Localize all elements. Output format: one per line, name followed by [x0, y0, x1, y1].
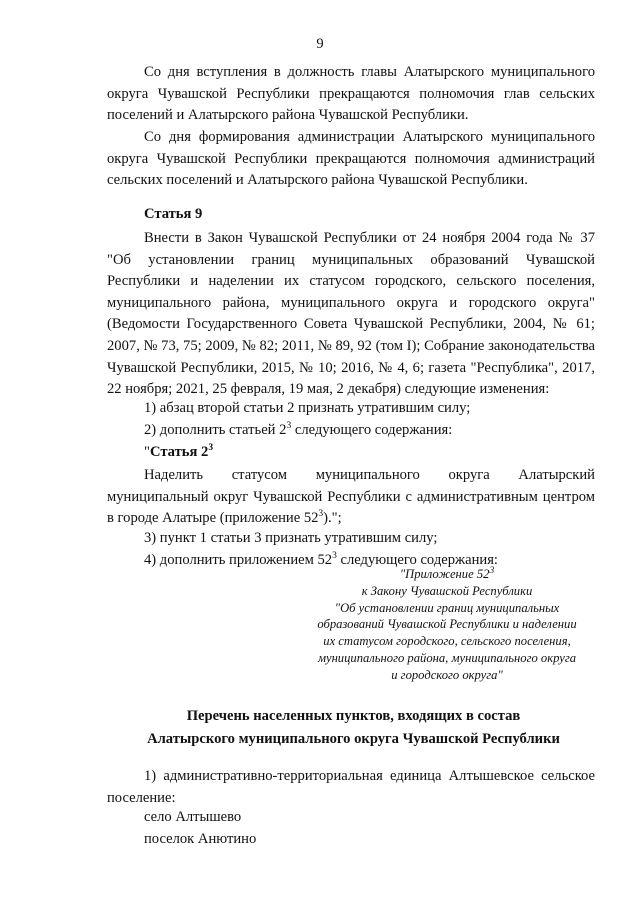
amendment-item-1: 1) абзац второй статьи 2 признать утратившим силу;: [144, 400, 471, 416]
appendix-ref-line-4: образований Чувашской Республики и наделении: [317, 617, 577, 632]
article-intro: Внести в Закон Чувашской Республики от 24 ноября 2004 года № 37 "Об установлении границ муниципальных образований Чувашской Республики и наделении их статусом городского, сельского поселения, муниципального района, муниципального округа и городского округа" (Ведомости Государственного Совета Чувашской Республики, 2004, № 61; 2007, № 73, 75; 2009, № 82; 2011, № 89, 92 (том I); Собрание законодательства Чувашской Республики, 2015, № 10; 2016, № 4, 6; газета "Республика", 2017, 22 ноября; 2021, 25 февраля, 19 мая, 2 декабря) следующие изменения:: [107, 230, 595, 398]
list-title-line-1: Перечень населенных пунктов, входящих в состав: [186, 708, 521, 724]
article-heading: Статья 9: [144, 206, 203, 222]
appendix-ref-line-3: "Об установлении границ муниципальных: [334, 600, 560, 615]
appendix-ref-line-2: к Закону Чувашской Республики: [361, 583, 533, 598]
amendment-item-3: 3) пункт 1 статьи 3 признать утратившим силу;: [144, 530, 438, 546]
amendment-item-4-text: 4) дополнить приложением 52: [144, 552, 333, 568]
paragraph-administration-powers: Со дня формирования администрации Алатырского муниципального округа Чувашской Республики прекращаются полномочия администраций сельских поселений и Алатырского района Чувашской Республики.: [107, 129, 595, 189]
superscript: 3: [332, 551, 337, 562]
appendix-ref-line-7: и городского округа": [391, 667, 503, 682]
opening-quote: ": [144, 444, 150, 460]
superscript: 3: [208, 443, 214, 454]
appendix-reference-block: [296, 566, 598, 684]
appendix-ref-line-1: [296, 566, 598, 583]
superscript: 3: [318, 509, 324, 520]
superscript: 3: [286, 421, 292, 432]
appendix-ref-text: "Приложение 52: [399, 567, 490, 581]
settlement-item: село Алтышево: [144, 809, 242, 825]
appendix-ref-line-5: их статусом городского, сельского поселения,: [323, 634, 571, 649]
settlement-list-title: [0, 705, 640, 751]
amendment-item-4-tail: следующего содержания:: [336, 552, 498, 568]
superscript: 3: [489, 565, 495, 576]
list-title-line-2: Алатырского муниципального округа Чувашской Республики: [147, 731, 560, 747]
paragraph-head-powers: Со дня вступления в должность главы Алатырского муниципального округа Чувашской Республики прекращаются полномочия глав сельских поселений и Алатырского района Чувашской Республики.: [107, 64, 595, 124]
amendment-item-2: [144, 422, 452, 439]
settlement-item: поселок Анютино: [144, 831, 257, 847]
new-article-body: [107, 465, 595, 530]
new-article-heading: [144, 444, 213, 461]
page-number: 9: [316, 36, 324, 52]
new-article-body-tail: ).";: [323, 510, 342, 527]
amendment-item-2-tail: следующего содержания:: [291, 422, 453, 438]
appendix-ref-line-6: муниципального района, муниципального округа: [317, 650, 577, 665]
new-article-body-text: Наделить статусом муниципального округа Алатырский муниципальный округ Чувашской Республики с административным центром в городе Алатыре (приложение 52: [107, 467, 595, 527]
territorial-unit-1: 1) административно-территориальная единица Алтышевское сельское поселение:: [107, 768, 595, 806]
new-article-title: Статья 2: [149, 444, 209, 460]
amendment-item-2-text: 2) дополнить статьей 2: [144, 422, 287, 438]
